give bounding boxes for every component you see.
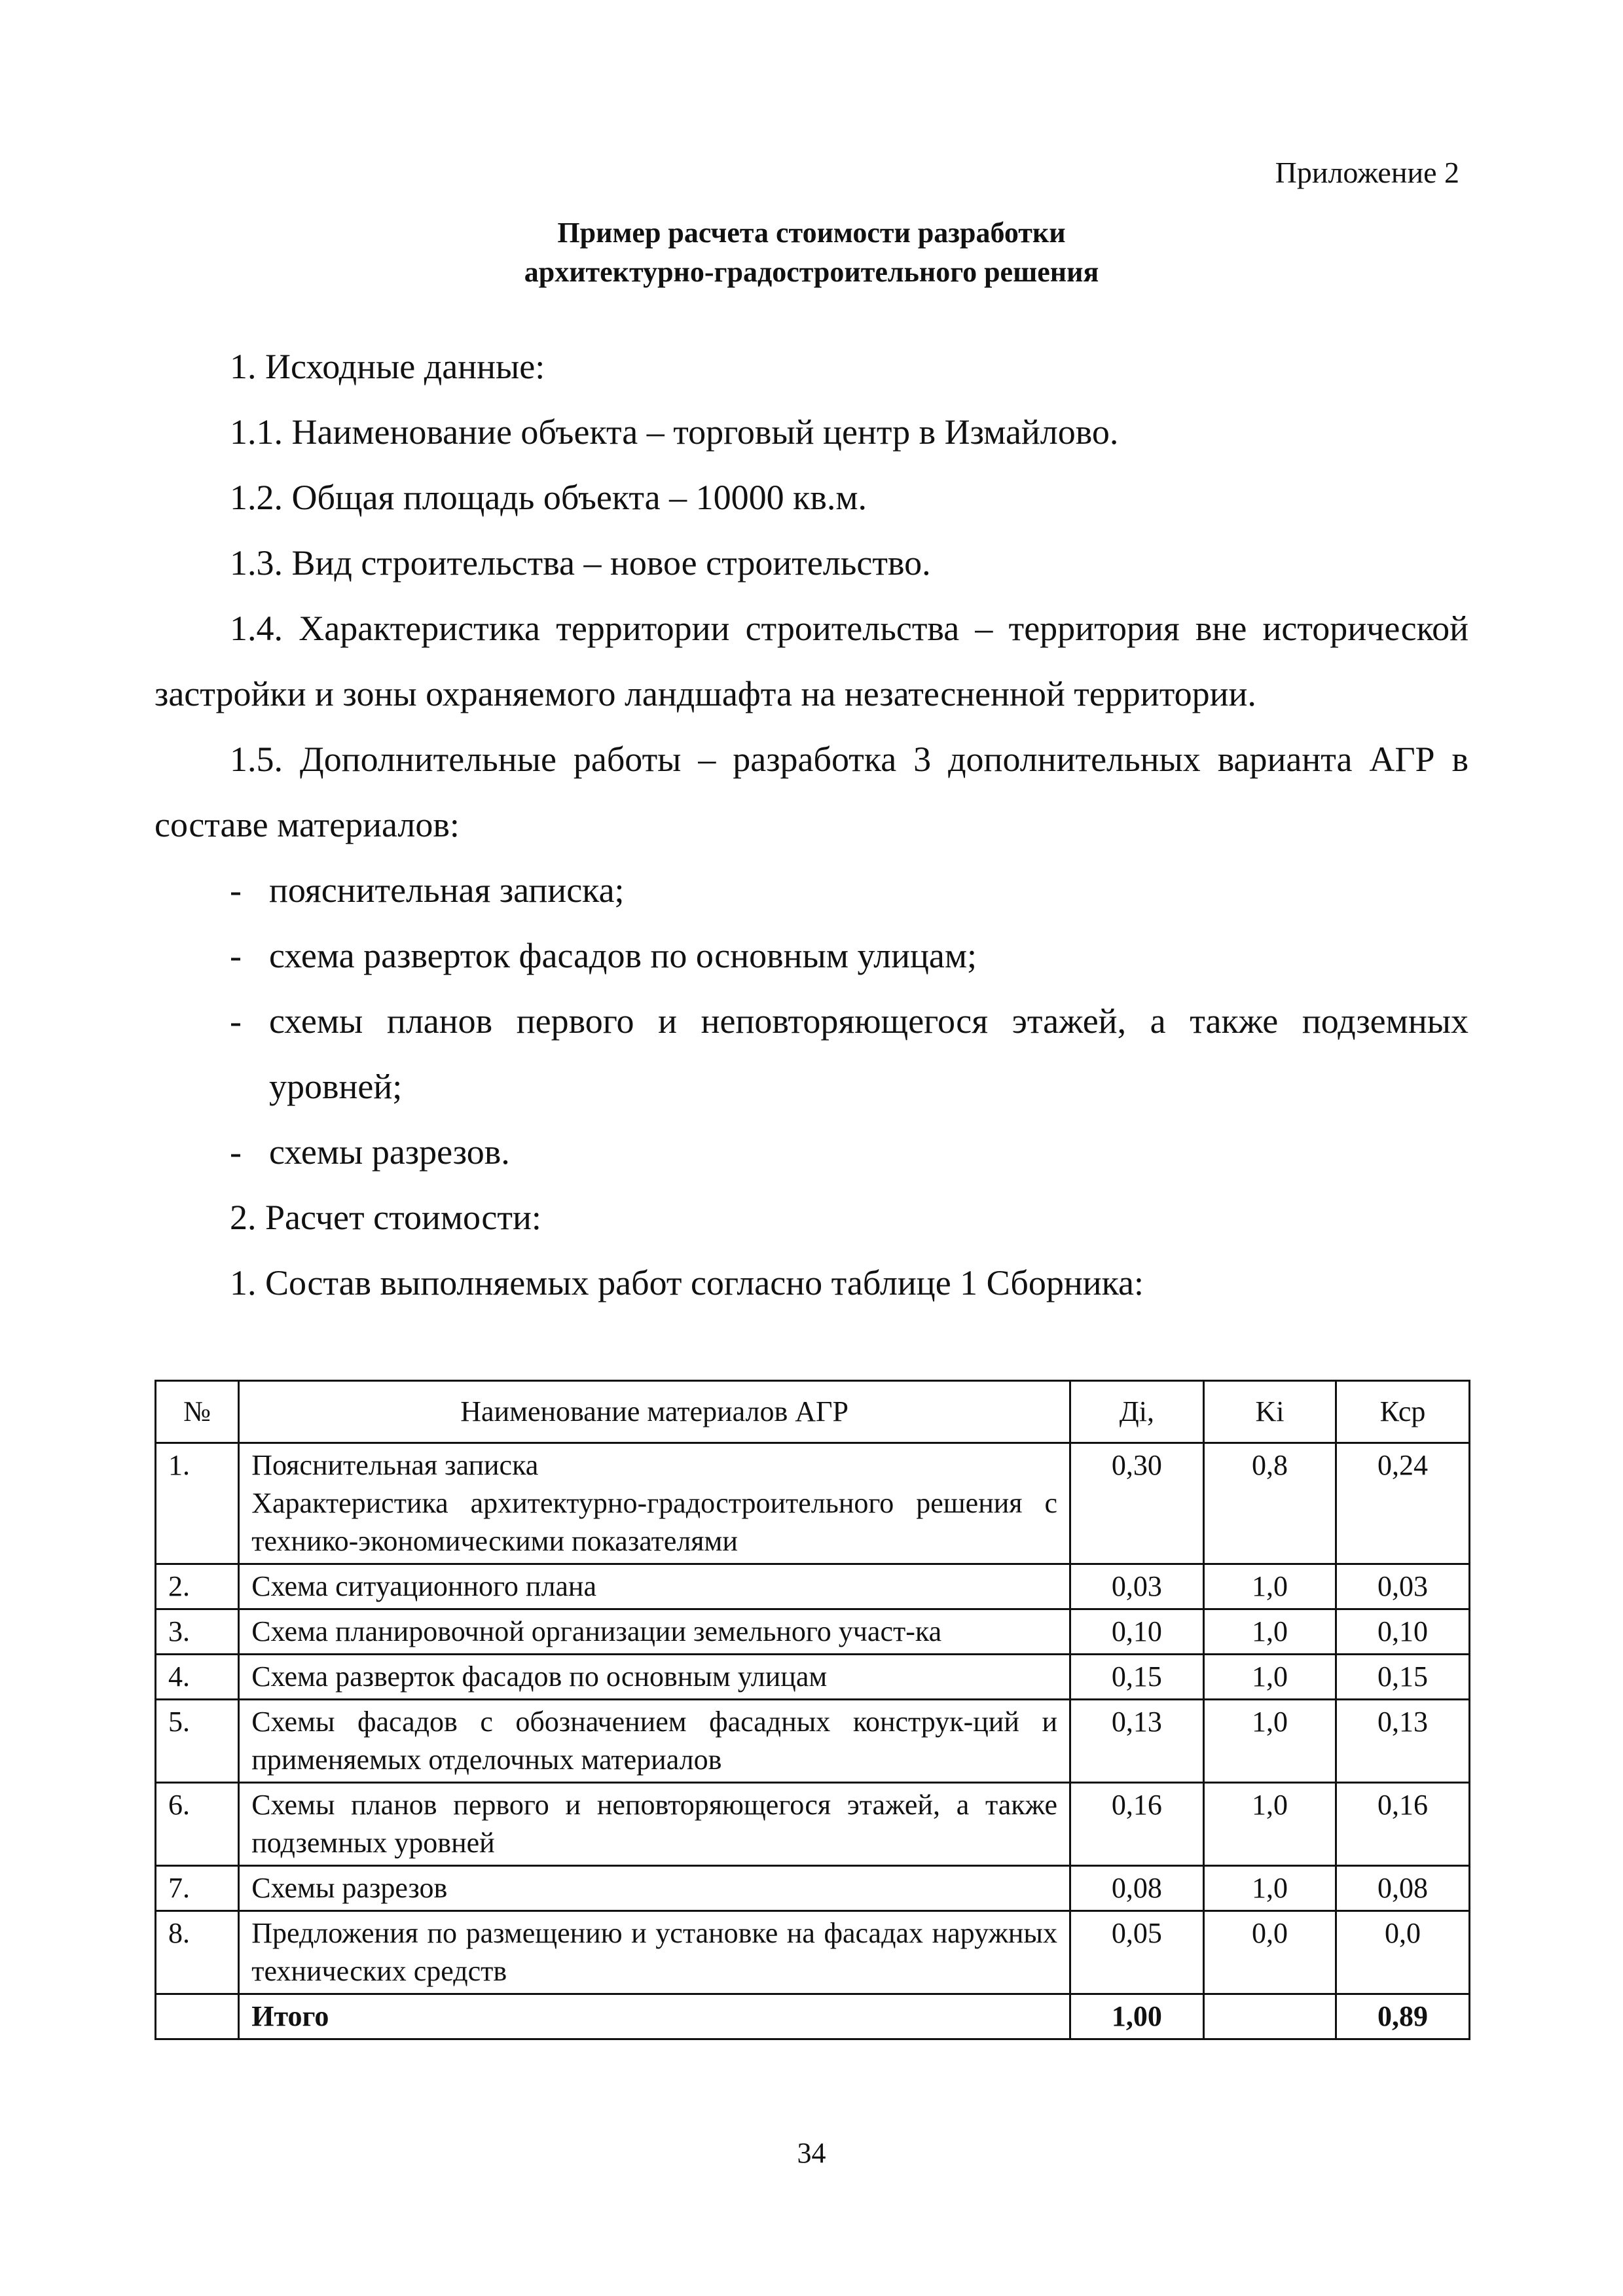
row-k: 0,0 [1203,1911,1336,1994]
list-dash: - [230,1001,242,1041]
row-name: Схема разверток фасадов по основным улицам [239,1655,1070,1700]
page-number: 34 [797,2137,826,2169]
section-cost-calculation: 2. Расчет стоимости: [230,1198,541,1237]
table-row [156,1700,1470,1783]
row-name-line: Пояснительная записка [251,1449,539,1481]
header-ksr: Кср [1336,1381,1470,1443]
row-name: Схема планировочной организации земельного участ-ка [239,1609,1070,1655]
row-k: 1,0 [1203,1609,1336,1655]
territory-paragraph: 1.4. Характеристика территории строительства – территория вне исторической застройки и зоны охраняемого ландшафта на незатесненной территории. [155,609,1468,713]
row-d: 0,08 [1070,1866,1204,1911]
table-row [156,1783,1470,1866]
row-ksr: 0,03 [1336,1564,1470,1609]
list-item-text: схема разверток фасадов по основным улицам; [269,936,977,975]
row-ksr: 0,15 [1336,1655,1470,1700]
header-d: Дi, [1070,1381,1204,1443]
table-header-row [156,1381,1470,1443]
object-area-paragraph: 1.2. Общая площадь объекта – 10000 кв.м. [230,478,867,517]
document-title-line1: Пример расчета стоимости разработки [557,217,1066,249]
table-total-row [156,1994,1470,2039]
list-item-text: схемы разрезов. [269,1132,510,1172]
materials-table [155,1380,1470,2040]
row-name: Схемы разрезов [239,1866,1070,1911]
header-number: № [156,1381,239,1443]
row-name: Схема ситуационного плана [239,1564,1070,1609]
total-d: 1,00 [1070,1994,1204,2039]
table-row [156,1655,1470,1700]
total-label: Итого [239,1994,1070,2039]
row-ksr: 0,13 [1336,1700,1470,1783]
row-number: 3. [156,1609,239,1655]
construction-type-paragraph: 1.3. Вид строительства – новое строительство. [230,543,931,583]
row-k: 0,8 [1203,1443,1336,1564]
row-number: 2. [156,1564,239,1609]
works-composition-paragraph: 1. Состав выполняемых работ согласно таблице 1 Сборника: [230,1263,1144,1302]
total-ksr: 0,89 [1336,1994,1470,2039]
list-item [155,988,1468,1119]
row-k: 1,0 [1203,1655,1336,1700]
list-dash: - [230,936,242,975]
total-number-cell [156,1994,239,2039]
additional-works-paragraph: 1.5. Дополнительные работы – разработка 3 дополнительных варианта АГР в составе материалов: [155,740,1468,844]
list-item [155,857,1468,923]
total-k [1203,1994,1336,2039]
section-initial-data: 1. Исходные данные: [230,347,545,386]
row-ksr: 0,08 [1336,1866,1470,1911]
row-name-line: Характеристика архитектурно-градостроительного решения с технико-экономическими показателями [251,1487,1057,1557]
row-name: Схемы фасадов с обозначением фасадных конструк-ций и применяемых отделочных материалов [239,1700,1070,1783]
list-item [155,923,1468,988]
row-d: 0,30 [1070,1443,1204,1564]
row-d: 0,16 [1070,1783,1204,1866]
header-name: Наименование материалов АГР [239,1381,1070,1443]
table-row [156,1564,1470,1609]
table-row [156,1443,1470,1564]
row-name: Схемы планов первого и неповторяющегося этажей, а также подземных уровней [239,1783,1070,1866]
row-ksr: 0,10 [1336,1609,1470,1655]
row-ksr: 0,0 [1336,1911,1470,1994]
list-dash: - [230,870,242,910]
row-d: 0,03 [1070,1564,1204,1609]
row-d: 0,15 [1070,1655,1204,1700]
row-k: 1,0 [1203,1783,1336,1866]
row-number: 7. [156,1866,239,1911]
header-k: Ki [1203,1381,1336,1443]
row-k: 1,0 [1203,1866,1336,1911]
row-number: 4. [156,1655,239,1700]
table-row [156,1609,1470,1655]
row-number: 8. [156,1911,239,1994]
list-item-text: пояснительная записка; [269,870,625,910]
body-text [155,334,1468,1316]
row-name [239,1443,1070,1564]
table-row [156,1911,1470,1994]
row-k: 1,0 [1203,1700,1336,1783]
row-d: 0,13 [1070,1700,1204,1783]
appendix-label: Приложение 2 [1275,156,1459,189]
row-number: 5. [156,1700,239,1783]
row-ksr: 0,16 [1336,1783,1470,1866]
list-item [155,1119,1468,1185]
row-d: 0,10 [1070,1609,1204,1655]
row-number: 6. [156,1783,239,1866]
list-dash: - [230,1132,242,1172]
object-name-paragraph: 1.1. Наименование объекта – торговый центр в Измайлово. [230,412,1119,452]
document-title-line2: архитектурно-градостроительного решения [524,256,1099,288]
table-row [156,1866,1470,1911]
row-d: 0,05 [1070,1911,1204,1994]
row-k: 1,0 [1203,1564,1336,1609]
row-name: Предложения по размещению и установке на фасадах наружных технических средств [239,1911,1070,1994]
row-ksr: 0,24 [1336,1443,1470,1564]
row-number: 1. [156,1443,239,1564]
list-item-text: схемы планов первого и неповторяющегося этажей, а также подземных уровней; [269,1001,1468,1106]
